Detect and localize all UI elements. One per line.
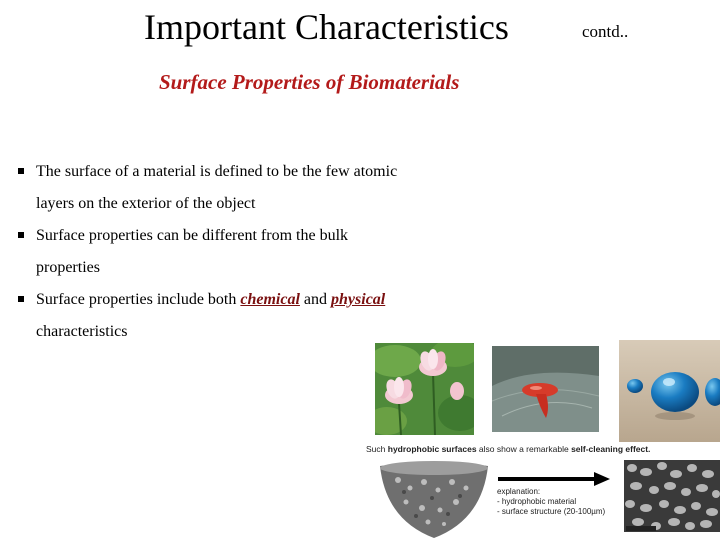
bullet-text: Surface properties can be different from the bulk xyxy=(36,227,349,244)
bullet-text-cont: layers on the exterior of the object xyxy=(36,195,256,212)
bullet-item xyxy=(18,156,478,220)
explanation-block xyxy=(497,487,605,517)
emphasis-physical: physical xyxy=(331,291,386,308)
contd-label: contd.. xyxy=(582,22,629,41)
square-bullet-icon xyxy=(18,168,24,174)
microstructure-sem-image xyxy=(378,460,490,540)
bullet-item xyxy=(18,220,478,284)
bullet-list xyxy=(18,156,478,348)
square-bullet-icon xyxy=(18,296,24,302)
explanation-title: explanation: xyxy=(497,487,541,496)
bullet-item xyxy=(18,284,478,348)
slide-title: Important Characteristics xyxy=(144,7,509,47)
lotus-flower-image xyxy=(375,343,474,435)
caption-bold-2: self-cleaning effect. xyxy=(571,444,651,454)
figure-caption xyxy=(366,444,650,454)
caption-bold: hydrophobic surfaces xyxy=(387,444,477,454)
bullet-text-cont: characteristics xyxy=(36,323,128,340)
caption-text-mid: also show a remarkable xyxy=(476,444,572,454)
arrow-right-icon xyxy=(498,472,610,486)
bullet-text: The surface of a material is defined to be the few atomic xyxy=(36,163,398,180)
caption-text: Such xyxy=(366,444,388,454)
blue-droplets-image xyxy=(619,340,720,442)
explanation-item: - hydrophobic material xyxy=(497,497,577,506)
lotus-leaf-droplet-image xyxy=(492,346,599,432)
bullet-text: Surface properties include both xyxy=(36,291,241,308)
slide-subtitle: Surface Properties of Biomaterials xyxy=(159,70,460,94)
emphasis-chemical: chemical xyxy=(240,291,300,308)
square-bullet-icon xyxy=(18,232,24,238)
bullet-text-mid: and xyxy=(299,291,332,308)
bullet-text-cont: properties xyxy=(36,259,100,276)
surface-structure-sem-image xyxy=(624,460,720,532)
explanation-item: - surface structure (20-100µm) xyxy=(497,507,606,516)
